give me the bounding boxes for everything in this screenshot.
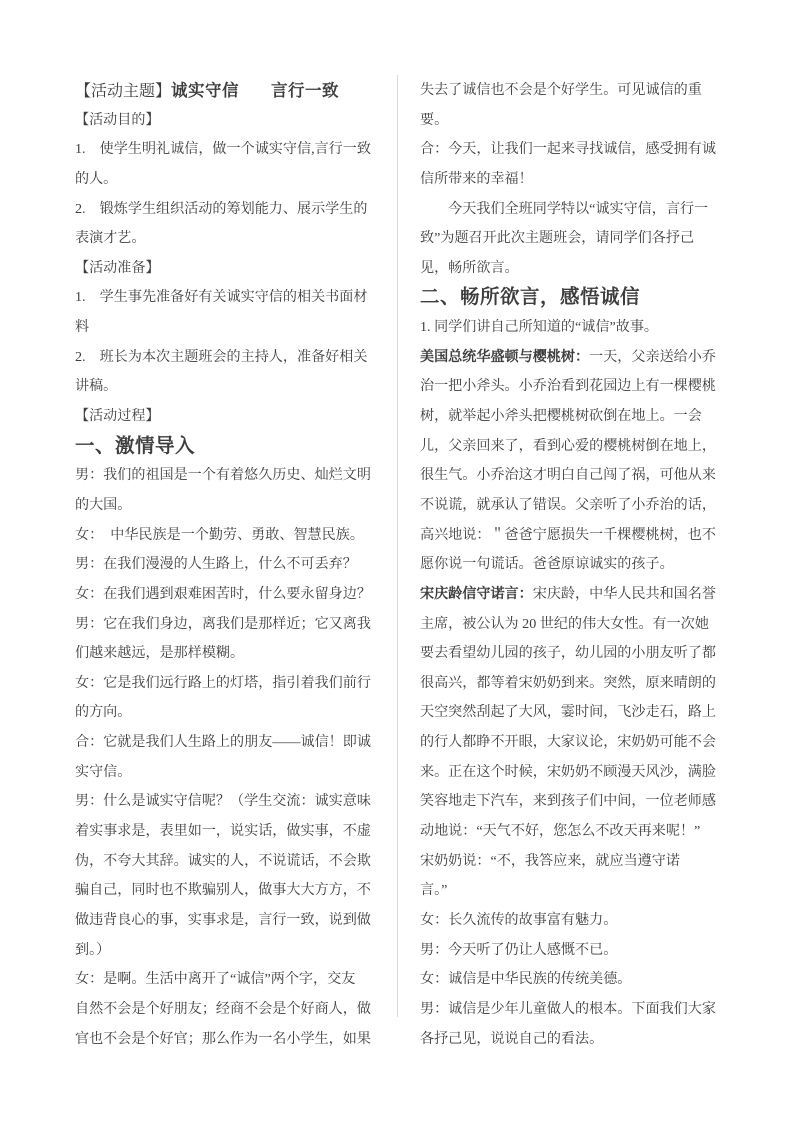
text-run: 树，就举起小斧头把樱桃树砍倒在地上。一会 xyxy=(420,408,702,425)
text-line xyxy=(75,135,380,165)
text-line xyxy=(75,372,380,402)
text-line xyxy=(420,965,725,995)
text-run: 女：诚信是中华民族的传统美德。 xyxy=(420,971,632,988)
text-run: 官也不会是个好官；那么作为一名小学生，如果 xyxy=(75,1030,371,1047)
bold-text-run: 诚实守信 xyxy=(171,81,240,100)
text-run: 【活动准备】 xyxy=(75,259,160,276)
text-run: 【活动目的】 xyxy=(75,111,160,128)
text-line xyxy=(420,906,725,936)
text-line xyxy=(420,728,725,758)
text-line xyxy=(75,906,380,936)
text-line xyxy=(420,106,725,136)
text-run: 男：它在我们身边，离我们是那样近；它又离我 xyxy=(75,615,371,632)
text-line xyxy=(75,995,380,1025)
text-run: 儿，父亲回来了，看到心爱的樱桃树倒在地上， xyxy=(420,437,716,454)
text-line xyxy=(420,165,725,195)
text-run: 二、畅所欲言，感悟诚信 xyxy=(420,287,641,309)
text-run: 到。） xyxy=(75,941,111,958)
text-line xyxy=(75,580,380,610)
text-line xyxy=(420,995,725,1025)
text-line xyxy=(420,254,725,284)
text-run: 表演才艺。 xyxy=(75,230,146,247)
text-line xyxy=(75,313,380,343)
text-line xyxy=(75,195,380,225)
text-line xyxy=(420,758,725,788)
text-run: 1. 学生事先准备好有关诚实守信的相关书面材 xyxy=(75,289,368,306)
text-run: 男：诚信是少年儿童做人的根本。下面我们大家 xyxy=(420,1000,716,1017)
section-heading xyxy=(420,283,725,313)
text-line xyxy=(75,491,380,521)
text-run: 女： 中华民族是一个勤劳、勇敢、智慧民族。 xyxy=(75,526,364,543)
text-run: 一天，父亲送给小乔 xyxy=(589,348,716,365)
text-run: 笑容地走下汽车，来到孩子们中间，一位老师感 xyxy=(420,793,716,810)
text-run: 1. 同学们讲自己所知道的“诚信”故事。 xyxy=(420,319,659,336)
document-title-line xyxy=(75,76,380,106)
text-line xyxy=(420,787,725,817)
text-run: 男：今天听了仍让人感慨不已。 xyxy=(420,941,618,958)
text-run: 女：在我们遇到艰难困苦时，什么要永留身边？ xyxy=(75,585,371,602)
text-line xyxy=(75,639,380,669)
bold-text-run: 美国总统华盛顿与樱桃树： xyxy=(420,348,590,365)
text-line xyxy=(75,728,380,758)
text-line xyxy=(75,817,380,847)
text-run: 【活动主题】 xyxy=(75,83,172,100)
text-run: 【活动过程】 xyxy=(75,408,160,425)
text-line xyxy=(420,224,725,254)
text-run: 男：在我们漫漫的人生路上，什么不可丢弃？ xyxy=(75,556,357,573)
text-run: 伪，不夸大其辞。诚实的人，不说谎话，不会欺 xyxy=(75,852,371,869)
text-line xyxy=(420,1025,725,1055)
text-line xyxy=(420,610,725,640)
text-run: 很高兴，都等着宋奶奶到来。突然，原来晴朗的 xyxy=(420,674,716,691)
column-divider xyxy=(397,75,398,1017)
text-run: 讲稿。 xyxy=(75,378,118,395)
text-line xyxy=(75,876,380,906)
text-run: 的人。 xyxy=(75,170,118,187)
text-run: 做违背良心的事，实事求是，言行一致，说到做 xyxy=(75,911,371,928)
text-line xyxy=(420,876,725,906)
text-line xyxy=(420,313,725,343)
text-run: 女：是啊。生活中离开了“诚信”两个字，交友 xyxy=(75,971,356,988)
text-line xyxy=(75,521,380,551)
text-run: 2. 锻炼学生组织活动的筹划能力、展示学生的 xyxy=(75,200,368,217)
text-run: 很生气。小乔治这才明白自己闯了祸，可他从来 xyxy=(420,467,716,484)
text-line xyxy=(420,580,725,610)
text-run: 1. 使学生明礼诚信，做一个诚实守信,言行一致 xyxy=(75,141,371,158)
text-line xyxy=(75,965,380,995)
text-run: 料 xyxy=(75,319,90,336)
text-line xyxy=(75,936,380,966)
text-line xyxy=(420,847,725,877)
text-run: 见，畅所欲言。 xyxy=(420,259,519,276)
text-line xyxy=(420,461,725,491)
text-run: 动地说：“天气不好，您怎么不改天再来呢！” xyxy=(420,823,701,840)
text-run: 来。正在这个时候，宋奶奶不顾漫天风沙，满脸 xyxy=(420,763,716,780)
text-line xyxy=(75,402,380,432)
text-run: 们越来越远，是那样模糊。 xyxy=(75,645,245,662)
text-line xyxy=(75,165,380,195)
text-run: 的行人都睁不开眼，大家议论，宋奶奶可能不会 xyxy=(420,734,716,751)
text-run: 不说谎，就承认了错误。父亲听了小乔治的话， xyxy=(420,496,716,513)
text-run: 各抒己见，说说自己的看法。 xyxy=(420,1030,604,1047)
text-run: 着实事求是，表里如一，说实话，做实事，不虚 xyxy=(75,823,371,840)
text-run: 今天我们全班同学特以“诚实守信，言行一 xyxy=(420,200,709,217)
text-line xyxy=(420,669,725,699)
text-run: 要。 xyxy=(420,111,449,128)
text-run: 致”为题召开此次主题班会，请同学们各抒己 xyxy=(420,230,695,247)
text-line xyxy=(420,372,725,402)
text-run: 愿你说一句谎话。爸爸原谅诚实的孩子。 xyxy=(420,556,674,573)
text-line xyxy=(75,1025,380,1055)
text-run: 信所带来的幸福！ xyxy=(420,170,533,187)
text-line xyxy=(420,76,725,106)
text-run: 合：它就是我们人生路上的朋友——诚信！即诚 xyxy=(75,734,371,751)
text-run: 治一把小斧头。小乔治看到花园边上有一棵樱桃 xyxy=(420,378,716,395)
bold-text-run: 宋庆龄信守诺言： xyxy=(420,585,533,602)
text-run xyxy=(239,83,271,100)
text-run: 宋庆龄，中华人民共和国名誉 xyxy=(532,585,716,602)
text-line xyxy=(75,343,380,373)
text-run: 女：长久流传的故事富有魅力。 xyxy=(420,911,618,928)
text-line xyxy=(420,491,725,521)
text-line xyxy=(75,550,380,580)
text-run: 一、激情导入 xyxy=(75,435,196,457)
text-line xyxy=(420,343,725,373)
text-run: 要去看望幼儿园的孩子，幼儿园的小朋友听了都 xyxy=(420,645,716,662)
text-line xyxy=(420,402,725,432)
text-run: 言。” xyxy=(420,882,448,899)
text-line xyxy=(420,135,725,165)
section-heading xyxy=(75,432,380,462)
text-line xyxy=(75,610,380,640)
text-column-right xyxy=(420,76,725,1054)
text-run: 实守信。 xyxy=(75,763,132,780)
text-line xyxy=(420,195,725,225)
text-line xyxy=(420,521,725,551)
text-run: 2. 班长为本次主题班会的主持人，准备好相关 xyxy=(75,348,368,365)
text-line xyxy=(75,224,380,254)
text-run: 骗自己，同时也不欺骗别人，做事大大方方，不 xyxy=(75,882,371,899)
text-line xyxy=(420,698,725,728)
text-run: 高兴地说：＂爸爸宁愿损失一千棵樱桃树，也不 xyxy=(420,526,716,543)
text-line xyxy=(420,936,725,966)
text-run: 男：什么是诚实守信呢？（学生交流：诚实意味 xyxy=(75,793,371,810)
text-line xyxy=(420,817,725,847)
text-run: 主席，被公认为 20 世纪的伟大女性。有一次她 xyxy=(420,615,709,632)
text-run: 合：今天，让我们一起来寻找诚信，感受拥有诚 xyxy=(420,141,716,158)
bold-text-run: 言行一致 xyxy=(271,81,340,100)
text-line xyxy=(75,106,380,136)
text-run: 天空突然刮起了大风，霎时间，飞沙走石，路上 xyxy=(420,704,716,721)
text-run: 的大国。 xyxy=(75,496,132,513)
text-line xyxy=(75,847,380,877)
text-run: 宋奶奶说：“不，我答应来，就应当遵守诺 xyxy=(420,852,680,869)
text-line xyxy=(75,669,380,699)
text-run: 女：它是我们远行路上的灯塔，指引着我们前行 xyxy=(75,674,371,691)
text-line xyxy=(420,550,725,580)
text-line xyxy=(75,698,380,728)
text-line xyxy=(75,254,380,284)
text-line xyxy=(75,461,380,491)
text-run: 的方向。 xyxy=(75,704,132,721)
text-line xyxy=(75,758,380,788)
text-column-left xyxy=(75,76,380,1054)
text-line xyxy=(75,787,380,817)
text-line xyxy=(75,283,380,313)
text-run: 男：我们的祖国是一个有着悠久历史、灿烂文明 xyxy=(75,467,371,484)
text-line xyxy=(420,432,725,462)
text-run: 自然不会是个好朋友；经商不会是个好商人，做 xyxy=(75,1000,371,1017)
text-run: 失去了诚信也不会是个好学生。可见诚信的重 xyxy=(420,82,702,98)
text-line xyxy=(420,639,725,669)
